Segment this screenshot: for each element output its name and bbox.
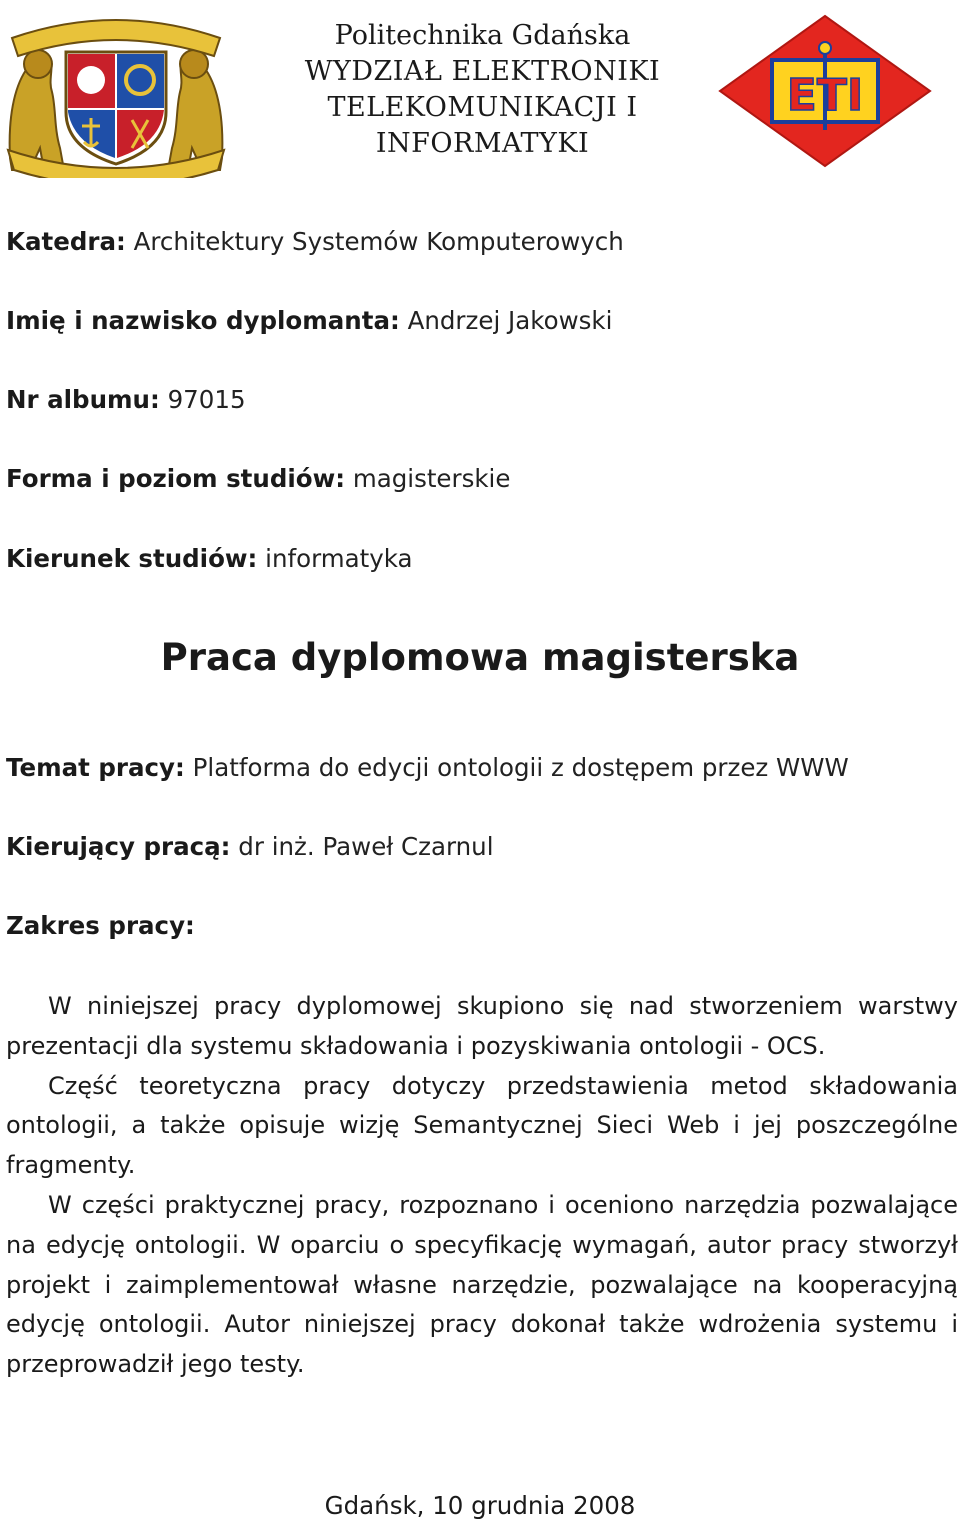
- album-label: Nr albumu:: [6, 385, 160, 414]
- department-label: Katedra:: [6, 227, 126, 256]
- faculty-name: [230, 54, 735, 162]
- study-form-field: [6, 463, 510, 495]
- svg-text:ETI: ETI: [786, 70, 864, 121]
- study-field-field: [6, 543, 413, 575]
- album-field: [6, 384, 246, 416]
- author-label: Imię i nazwisko dyplomanta:: [6, 306, 400, 335]
- university-name: Politechnika Gdańska: [334, 20, 631, 51]
- abstract-paragraph: W części praktycznej pracy, rozpoznano i oceniono narzędzia pozwalające na edycję ontologii. W oparciu o specyfikację wymagań, autor pracy stworzył projekt i zaimplementował własne narzędzie, pozwalające na kooperacyjną edycję ontologii. Autor niniejszej pracy dokonał także wdrożenia systemu i przeprowadził jego testy.: [6, 1190, 958, 1379]
- author-value: Andrzej Jakowski: [407, 306, 613, 335]
- faculty-line-2: TELEKOMUNIKACJI I: [327, 92, 638, 123]
- abstract-paragraph: Część teoretyczna pracy dotyczy przedstawienia metod składowania ontologii, a także opisuje wizję Semantycznej Sieci Web i jej poszczególne fragmenty.: [6, 1071, 958, 1180]
- scope-label: Zakres pracy:: [6, 911, 195, 940]
- supervisor-label: Kierujący pracą:: [6, 832, 231, 861]
- album-value: 97015: [167, 385, 246, 414]
- eti-faculty-logo: [716, 12, 934, 170]
- university-seal-logo: [4, 8, 228, 178]
- study-field-label: Kierunek studiów:: [6, 544, 258, 573]
- study-field-value: informatyka: [265, 544, 413, 573]
- department-value: Architektury Systemów Komputerowych: [133, 227, 624, 256]
- department-field: [6, 226, 624, 258]
- author-field: [6, 305, 612, 337]
- topic-field: [6, 752, 849, 784]
- supervisor-field: [6, 831, 494, 863]
- faculty-line-3: INFORMATYKI: [375, 128, 590, 159]
- thesis-type-heading: Praca dyplomowa magisterska: [160, 636, 800, 679]
- topic-value: Platforma do edycji ontologii z dostępem przez WWW: [192, 753, 849, 782]
- topic-label: Temat pracy:: [6, 753, 185, 782]
- scope-abstract: [6, 987, 958, 1385]
- study-form-value: magisterskie: [352, 464, 511, 493]
- study-form-label: Forma i poziom studiów:: [6, 464, 346, 493]
- faculty-line-1: WYDZIAŁ ELEKTRONIKI: [304, 56, 661, 87]
- abstract-paragraph: W niniejszej pracy dyplomowej skupiono się nad stworzeniem warstwy prezentacji dla systemu składowania i pozyskiwania ontologii - OCS.: [6, 992, 958, 1060]
- place-and-date: Gdańsk, 10 grudnia 2008: [324, 1491, 636, 1520]
- scope-field: [6, 910, 195, 942]
- supervisor-value: dr inż. Paweł Czarnul: [238, 832, 494, 861]
